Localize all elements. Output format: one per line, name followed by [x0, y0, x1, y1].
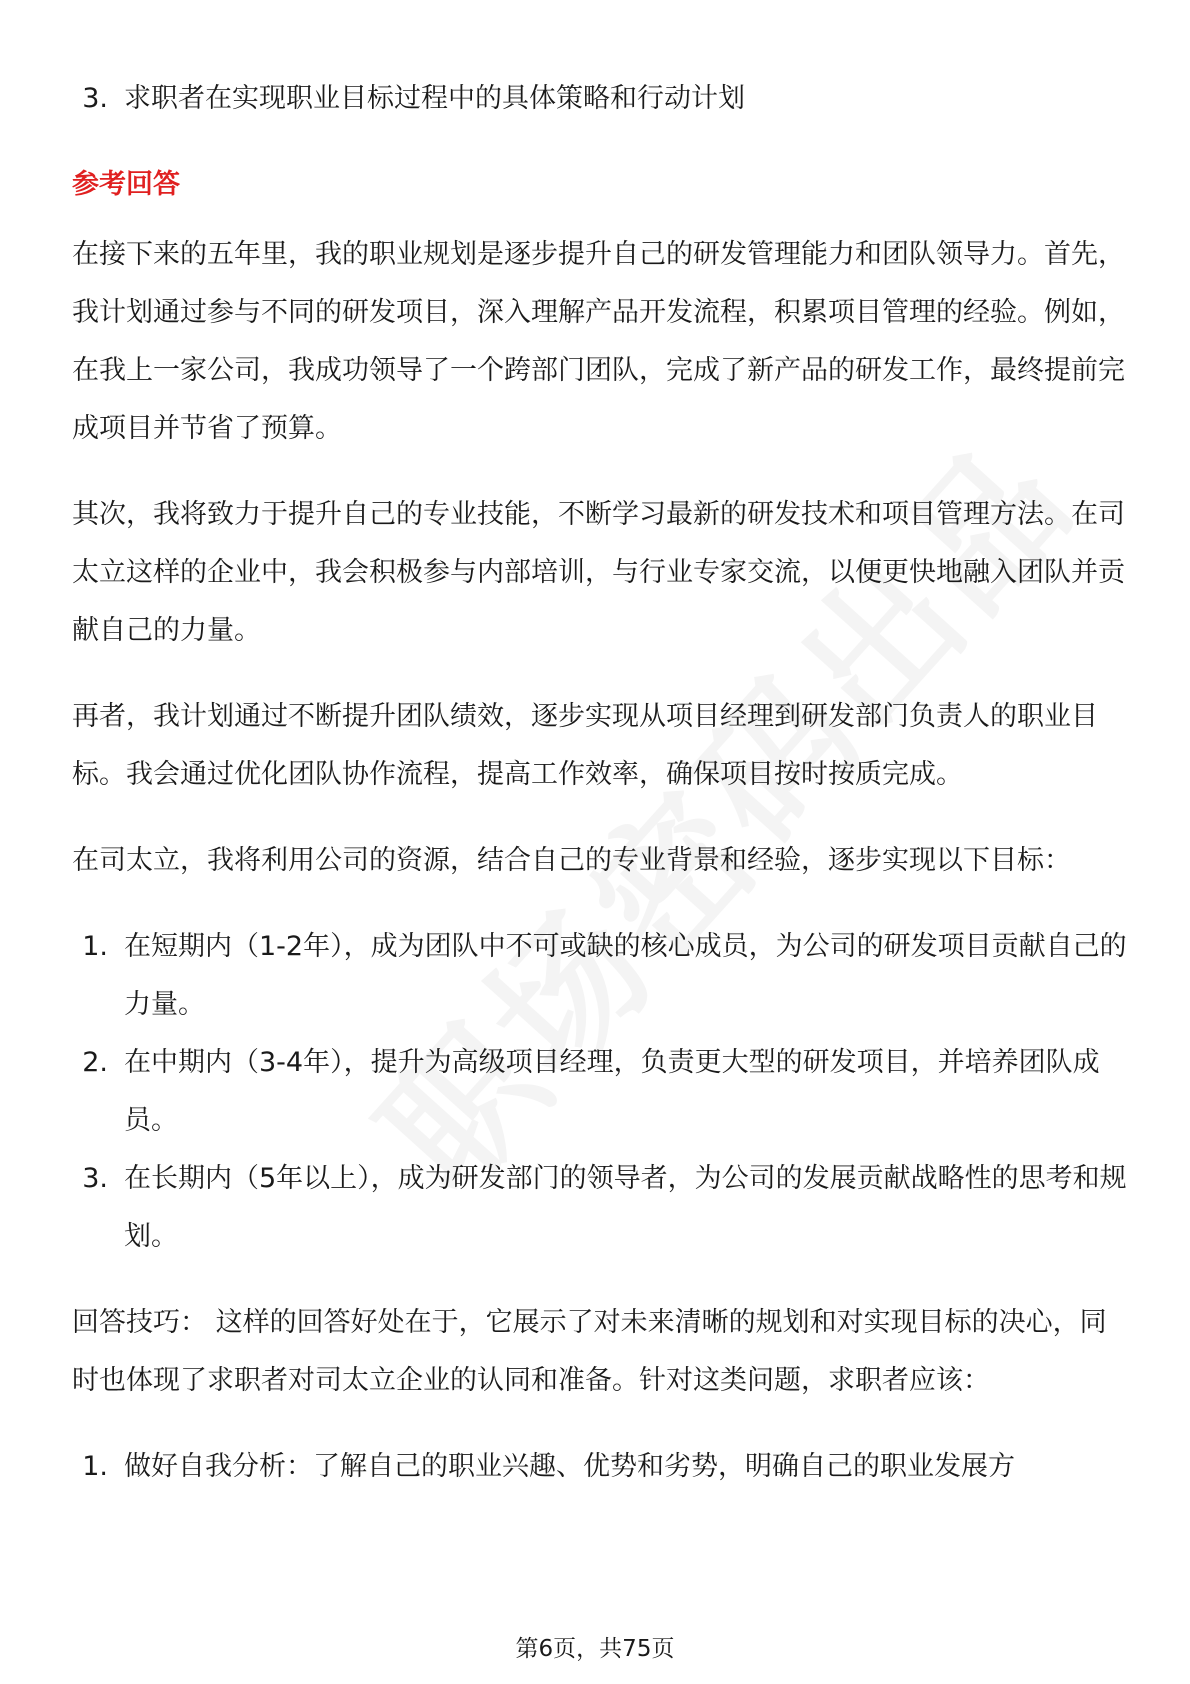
list-number: 3. — [82, 1163, 108, 1194]
answer-heading: 参考回答 — [72, 169, 180, 200]
list-number: 2. — [82, 1047, 108, 1078]
list-item — [72, 1034, 1132, 1150]
list-text: 求职者在实现职业目标过程中的具体策略和行动计划 — [124, 83, 745, 114]
paragraph-4: 在司太立，我将利用公司的资源，结合自己的专业背景和经验，逐步实现以下目标： — [72, 845, 1071, 876]
list-item — [72, 70, 1132, 128]
list-item — [72, 918, 1132, 1034]
page-footer: 第6页，共75页 — [515, 1636, 675, 1662]
list-text: 在中期内（3-4年），提升为高级项目经理，负责更大型的研发项目，并培养团队成员。 — [124, 1047, 1100, 1136]
tips-list — [72, 1438, 1132, 1496]
list-item — [72, 1150, 1132, 1266]
list-number: 1. — [82, 1451, 108, 1482]
list-number: 3. — [82, 83, 108, 114]
paragraph-3: 再者，我计划通过不断提升团队绩效，逐步实现从项目经理到研发部门负责人的职业目标。我会通过优化团队协作流程，提高工作效率，确保项目按时按质完成。 — [72, 701, 1098, 790]
tips-paragraph: 回答技巧： 这样的回答好处在于，它展示了对未来清晰的规划和对实现目标的决心，同时也体现了求职者对司太立企业的认同和准备。针对这类问题，求职者应该： — [72, 1307, 1107, 1396]
goals-list — [72, 918, 1132, 1266]
paragraph-1: 在接下来的五年里，我的职业规划是逐步提升自己的研发管理能力和团队领导力。首先，我计划通过参与不同的研发项目，深入理解产品开发流程，积累项目管理的经验。例如，在我上一家公司，我成功领导了一个跨部门团队，完成了新产品的研发工作，最终提前完成项目并节省了预算。 — [72, 239, 1125, 444]
paragraph-2: 其次，我将致力于提升自己的专业技能，不断学习最新的研发技术和项目管理方法。在司太立这样的企业中，我会积极参与内部培训，与行业专家交流，以便更快地融入团队并贡献自己的力量。 — [72, 499, 1125, 646]
list-number: 1. — [82, 931, 108, 962]
list-text: 在短期内（1-2年），成为团队中不可或缺的核心成员，为公司的研发项目贡献自己的力量。 — [124, 931, 1127, 1020]
list-text: 做好自我分析：了解自己的职业兴趣、优势和劣势，明确自己的职业发展方 — [124, 1451, 1015, 1482]
intro-list — [72, 70, 1132, 128]
list-item — [72, 1438, 1132, 1496]
list-text: 在长期内（5年以上），成为研发部门的领导者，为公司的发展贡献战略性的思考和规划。 — [124, 1163, 1127, 1252]
document-body — [72, 70, 1132, 1524]
